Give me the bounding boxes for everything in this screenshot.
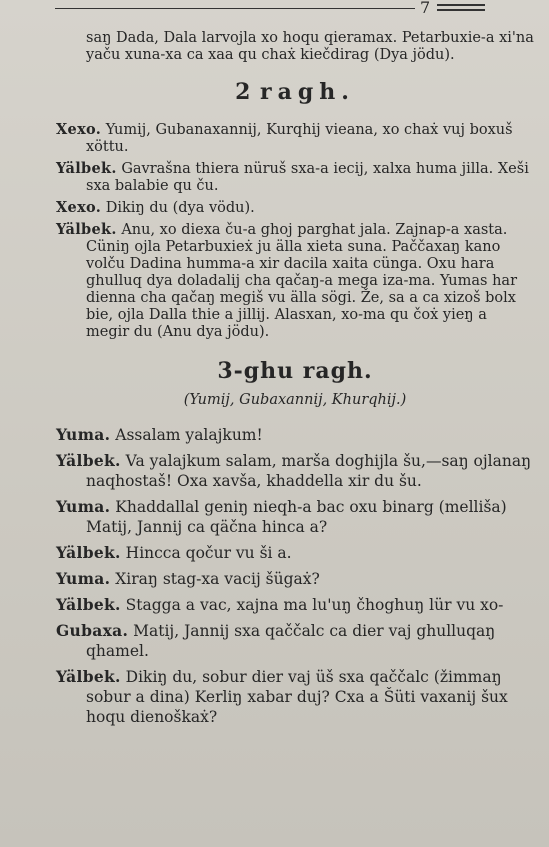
speaker-name: Yälbek. xyxy=(56,667,121,686)
scene2-heading xyxy=(56,79,534,105)
header-rule-right-1 xyxy=(437,4,485,6)
speaker-name: Yälbek. xyxy=(56,451,121,470)
dialogue-line xyxy=(56,451,534,491)
dialogue-text: Anu, xo diexa ču-a ghoj parghat jala. Zajnap-a xasta. Cüniŋ ojla Petarbuxieẋ ju älla xieta suna. Paččaxaŋ kano volču Dadina humma-a xir dacila xaita cünga. Oxu hara ghulluq dya doladalij cha qačaŋ-a mega iza-ma. Yumas har dienna cha qačaŋ megiš vu älla sögi. Že, sa a ca xizoš bolx bie, ojla Dalla thie a jillij. Alasxan, xo-ma qu čoẋ yieŋ a megir du (Anu dya jödu). xyxy=(86,222,517,340)
dialogue-text: Matij, Jannij sxa qaččalc ca dier vaj ghulluqaŋ qhamel. xyxy=(86,622,496,660)
page-content xyxy=(56,30,534,733)
dialogue-line xyxy=(56,425,534,445)
dialogue-line xyxy=(56,595,534,615)
dialogue-text: Khaddallal geniŋ nieqh-a bac oxu binarg (melliša) Matij, Jannij ca qäčna hinca a? xyxy=(86,498,507,536)
intro-paragraph: saŋ Dada, Dala larvojla xo hoqu qieramax. Petarbuxie-a xi'na yaču xuna-xa ca xaa qu chaẋ kiečdirag (Dya jödu). xyxy=(86,30,534,63)
dialogue-text: Dikiŋ du, sobur dier vaj üš sxa qaččalc (žimmaŋ sobur a dina) Kerliŋ xabar duj? Cxa a Šüti vaxanij šux hoqu dienoškaẋ? xyxy=(86,668,508,726)
dialogue-text: Yumij, Gubanaxannij, Kurqhij vieana, xo chaẋ vuj boxuš xöttu. xyxy=(86,122,513,155)
speaker-name: Yuma. xyxy=(56,569,111,588)
header-rule-right-2 xyxy=(437,9,485,11)
dialogue-text: Assalam yalajkum! xyxy=(115,426,263,444)
dialogue-text: Dikiŋ du (dya vödu). xyxy=(105,200,255,216)
scene2-dialogue xyxy=(56,121,534,341)
speaker-name: Gubaxa. xyxy=(56,621,129,640)
scene3-characters: (Yumij, Gubaxannij, Khurqhij.) xyxy=(183,392,407,408)
scene3-dialogue xyxy=(56,425,534,727)
dialogue-line xyxy=(56,667,534,727)
dialogue-text: Gavrašna thiera nüruš sxa-a iecij, xalxa huma jilla. Xeši sxa balabie qu ču. xyxy=(86,161,529,194)
dialogue-line xyxy=(56,121,534,156)
dialogue-text: Hincca qočur vu ši a. xyxy=(125,544,292,562)
scene2-heading-word: ragh. xyxy=(260,79,355,105)
scene3-heading: 3-ghu ragh. xyxy=(217,358,373,384)
speaker-name: Yuma. xyxy=(56,425,111,444)
speaker-name: Xexo. xyxy=(56,121,102,138)
dialogue-line xyxy=(56,543,534,563)
speaker-name: Yälbek. xyxy=(56,595,121,614)
dialogue-line xyxy=(56,199,534,217)
speaker-name: Yälbek. xyxy=(56,221,117,238)
speaker-name: Yälbek. xyxy=(56,543,121,562)
speaker-name: Yälbek. xyxy=(56,160,117,177)
dialogue-text: Va yalajkum salam, marša doghijla šu,—saŋ ojlanaŋ naqhostaš! Oxa xavša, khaddella xir du šu. xyxy=(86,452,532,490)
speaker-name: Xexo. xyxy=(56,199,102,216)
dialogue-line xyxy=(56,569,534,589)
scene2-heading-number: 2 xyxy=(235,79,252,105)
dialogue-line xyxy=(56,621,534,661)
page-number: 7 xyxy=(420,0,431,17)
dialogue-text: Xiraŋ stag-xa vacij šügaẋ? xyxy=(115,570,320,588)
speaker-name: Yuma. xyxy=(56,497,111,516)
dialogue-text: Stagga a vac, xajna ma lu'uŋ čhoghuŋ lür vu xo- xyxy=(125,596,504,614)
dialogue-line xyxy=(56,160,534,195)
header-rule-left xyxy=(55,8,415,9)
dialogue-line xyxy=(56,497,534,537)
dialogue-line xyxy=(56,221,534,341)
